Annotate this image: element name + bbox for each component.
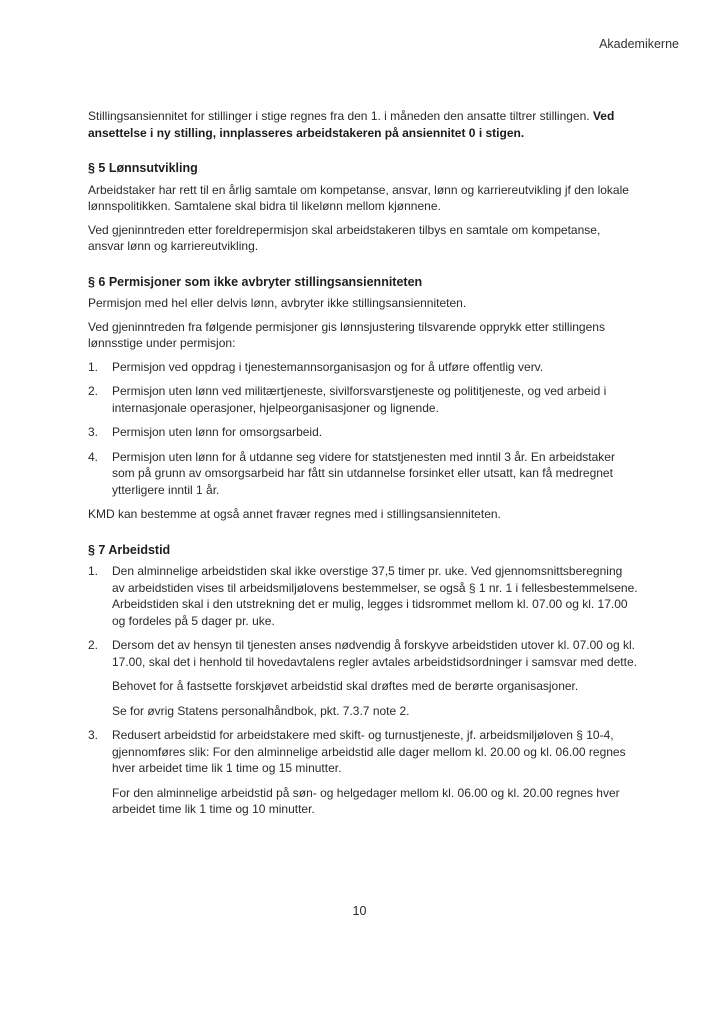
list-item-text: Dersom det av hensyn til tjenesten anses nødvendig å forskyve arbeidstiden utover kl. 07.00 og kl. 17.00, skal det i henhold til hovedavtalens regler avtales arbeidstidsordninger i samsvar med dette.	[112, 638, 637, 669]
section-7-list	[88, 563, 638, 818]
list-item-text: Permisjon uten lønn for å utdanne seg videre for statstjenesten med inntil 3 år. En arbeidstaker som på grunn av omsorgsarbeid har fått sin utdannelse forsinket eller utsatt, kan få medregnet ytterligere inntil 1 år.	[112, 449, 615, 497]
list-item	[88, 449, 638, 499]
list-item-number: 2.	[88, 384, 99, 398]
section-6-paragraph-3: KMD kan bestemme at også annet fravær regnes med i stillingsansienniteten.	[88, 507, 501, 521]
page-number: 10	[352, 904, 367, 918]
section-5-paragraph-1: Arbeidstaker har rett til en årlig samtale om kompetanse, ansvar, lønn og karriereutvikling jf den lokale lønnspolitikken. Samtalene skal bidra til likelønn mellom kjønnene.	[88, 182, 629, 213]
intro-paragraph	[88, 108, 638, 141]
section-6-paragraph-2: Ved gjeninntreden fra følgende permisjoner gis lønnsjustering tilsvarende opprykk etter stillingens lønnsstige under permisjon:	[88, 319, 605, 350]
list-item	[88, 383, 638, 416]
list-item	[88, 563, 638, 629]
section-7	[88, 542, 638, 818]
section-7-heading: § 7 Arbeidstid	[88, 542, 171, 557]
intro-text: Stillingsansiennitet for stillinger i stige regnes fra den 1. i måneden den ansatte tiltrer stillingen.	[88, 109, 593, 123]
list-item-subparagraph: Behovet for å fastsette forskjøvet arbeidstid skal drøftes med de berørte organisasjoner.	[112, 679, 579, 693]
document-body	[88, 108, 638, 826]
list-item-number: 3.	[88, 425, 99, 439]
section-6-list	[88, 359, 638, 499]
list-item	[88, 359, 638, 376]
list-item-text: Redusert arbeidstid for arbeidstakere med skift- og turnustjeneste, jf. arbeidsmiljøloven § 10-4, gjennomføres slik: For den alminnelige arbeidstid alle dager mellom kl. 20.00 og kl. 06.00 regnes hver arbeidet time lik 1 time og 15 minutter.	[112, 728, 626, 775]
list-item-number: 1.	[88, 564, 99, 578]
intro-bold-text: Ved ansettelse i ny stilling, innplasseres arbeidstakeren på ansiennitet 0 i stigen.	[88, 109, 615, 140]
section-6-heading: § 6 Permisjoner som ikke avbryter stillingsansienniteten	[88, 274, 423, 289]
section-5-paragraph-2: Ved gjeninntreden etter foreldrepermisjon skal arbeidstakeren tilbys en samtale om kompetanse, ansvar lønn og karriereutvikling.	[88, 222, 601, 253]
section-5-heading: § 5 Lønnsutvikling	[88, 161, 198, 175]
list-item-text: Permisjon uten lønn for omsorgsarbeid.	[112, 425, 323, 439]
section-6	[88, 274, 638, 523]
list-item-text: Den alminnelige arbeidstiden skal ikke overstige 37,5 timer pr. uke. Ved gjennomsnittsberegning av arbeidstiden vises til arbeidsmiljølovens bestemmelser, se også § 1 nr. 1 i fellesbestemmelsene. Arbeidstiden skal i den utstrekning det er mulig, legges i tidsrommet mellom kl. 07.00 og kl. 17.00 og fordeles på 5 dager pr. uke.	[112, 564, 638, 628]
list-item-number: 1.	[88, 359, 99, 374]
list-item	[88, 424, 638, 441]
section-5	[88, 160, 638, 255]
list-item	[88, 637, 638, 719]
document-header: Akademikerne	[599, 37, 679, 51]
section-6-paragraph-1: Permisjon med hel eller delvis lønn, avbryter ikke stillingsansienniteten.	[88, 296, 467, 310]
list-item-subparagraph: For den alminnelige arbeidstid på søn- og helgedager mellom kl. 06.00 og kl. 20.00 regnes hver arbeidet time lik 1 time og 10 minutter.	[112, 785, 620, 816]
list-item-number: 2.	[88, 638, 99, 652]
list-item-subparagraph: Se for øvrig Statens personalhåndbok, pkt. 7.3.7 note 2.	[112, 703, 410, 718]
list-item-number: 4.	[88, 449, 99, 464]
list-item-text: Permisjon uten lønn ved militærtjeneste, sivilforsvarstjeneste og polititjeneste, og ved arbeid i internasjonale operasjoner, hjelpeorganisasjoner og lignende.	[112, 384, 607, 415]
list-item-number: 3.	[88, 728, 99, 742]
list-item-text: Permisjon ved oppdrag i tjenestemannsorganisasjon og for å utføre offentlig verv.	[112, 359, 544, 374]
list-item	[88, 727, 638, 818]
